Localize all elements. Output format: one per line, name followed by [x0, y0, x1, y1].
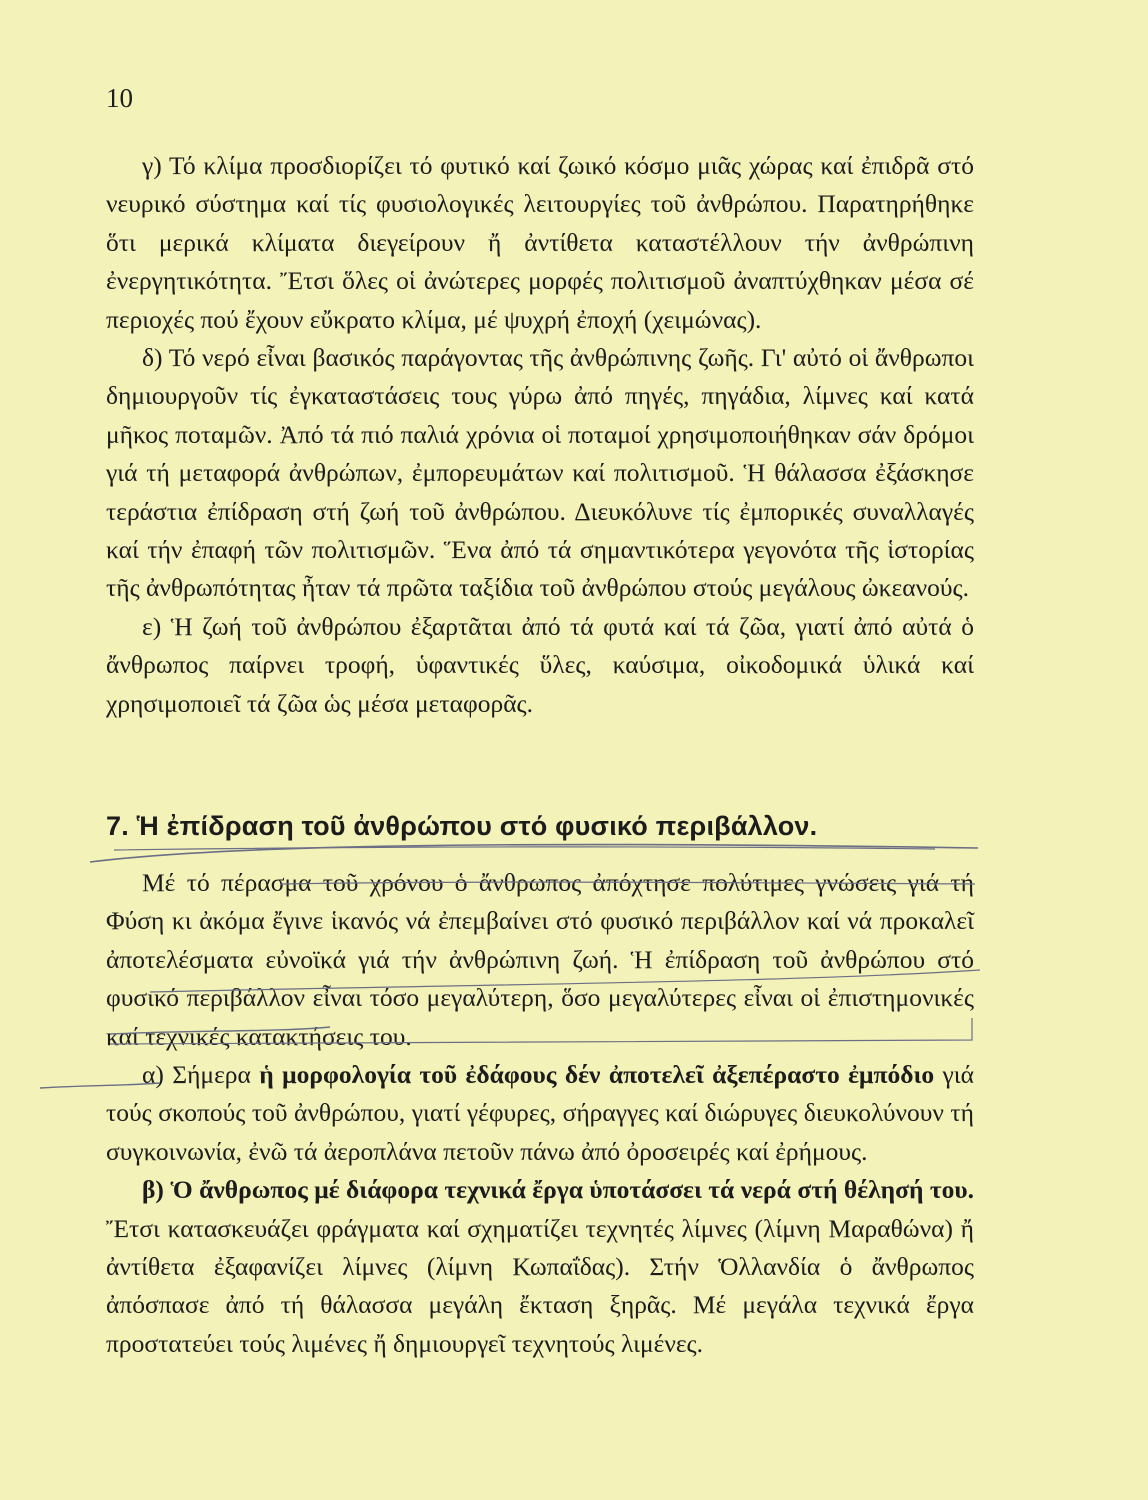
paragraph-water: δ) Τό νερό εἶναι βασικός παράγοντας τῆς ἀνθρώπινης ζωῆς. Γι' αὐτό οἱ ἄνθρωποι δημιουργοῦν τίς ἐγκαταστάσεις τους γύρω ἀπό πηγές, πηγάδια, λίμνες καί κατά μῆκος ποταμῶν. Ἀπό τά πιό παλιά χρόνια οἱ ποταμοί χρησιμοποιήθηκαν σάν δρόμοι γιά τή μεταφορά ἀνθρώπων, ἐμπορευμάτων καί πολιτισμοῦ. Ἡ θάλασσα ἐξάσκησε τεράστια ἐπίδραση στή ζωή τοῦ ἀνθρώπου. Διευκόλυνε τίς ἐμπορικές συναλλαγές καί τήν ἐπαφή τῶν πολιτισμῶν. Ἕνα ἀπό τά σημαντικότερα γεγονότα τῆς ἱστορίας τῆς ἀνθρωπότητας ἦταν τά πρῶτα ταξίδια τοῦ ἀνθρώπου στούς μεγάλους ὠκεανούς. — [106, 343, 974, 603]
paragraph-section-intro: Μέ τό πέρασμα τοῦ χρόνου ὁ ἄνθρωπος ἀπόχτησε πολύτιμες γνώσεις γιά τή Φύση κι ἀκόμα ἔγινε ἱκανός νά ἐπεμβαίνει στό φυσικό περιβάλλον καί νά προκαλεῖ ἀποτελέσματα εὐνοϊκά γιά τήν ἀνθρώπινη ζωή. Ἡ ἐπίδραση τοῦ ἀνθρώπου στό φυσικό περιβάλλον εἶναι τόσο μεγαλύτερη, ὅσο μεγαλύτερες εἶναι οἱ ἐπιστημονικές καί τεχνικές κατακτήσεις του. — [106, 868, 974, 1051]
item-b-rest: Ἔτσι κατασκευάζει φράγματα καί σχηματίζει τεχνητές λίμνες (λίμνη Μαραθώνα) ἤ ἀντίθετα ἐξαφανίζει λίμνες (λίμνη Κωπαΐδας). Στήν Ὁλλανδία ὁ ἄνθρωπος ἀπόσπασε ἀπό τή θάλασσα μεγάλη ἔκταση ξηρᾶς. Μέ μεγάλα τεχνικά ἔργα προστατεύει τούς λιμένες ἤ δημιουργεῖ τεχνητούς λιμένες. — [106, 1213, 974, 1358]
paragraph-climate: γ) Τό κλίμα προσδιορίζει τό φυτικό καί ζωικό κόσμο μιᾶς χώρας καί ἐπιδρᾶ στό νευρικό σύστημα καί τίς φυσιολογικές λειτουργίες τοῦ ἀνθρώπου. Παρατηρήθηκε ὅτι μερικά κλίματα διεγείρουν ἤ ἀντίθετα καταστέλλουν τήν ἀνθρώπινη ἐνεργητικότητα. Ἔτσι ὅλες οἱ ἀνώτερες μορφές πολιτισμοῦ ἀναπτύχθηκαν μέσα σέ περιοχές πού ἔχουν εὔκρατο κλίμα, μέ ψυχρή ἐποχή (χειμώνας). — [106, 151, 974, 334]
item-a-rest: γιά τούς σκοπούς τοῦ ἀνθρώπου, γιατί γέφυρες, σήραγγες καί διώρυγες διευκολύνουν τή συγκοινωνία, ἐνῶ τά ἀεροπλάνα πετοῦν πάνω ἀπό ὀροσειρές καί ἐρήμους. — [106, 1060, 975, 1166]
item-a-label: α) Σήμερα — [142, 1060, 260, 1090]
section-heading: 7. Ἡ ἐπίδραση τοῦ ἀνθρώπου στό φυσικό περιβάλλον. — [106, 811, 818, 841]
page-number: 10 — [106, 83, 133, 113]
paragraph-item-a — [106, 1056, 974, 1171]
paragraph-plants-animals: ε) Ἡ ζωή τοῦ ἀνθρώπου ἐξαρτᾶται ἀπό τά φυτά καί τά ζῶα, γιατί ἀπό αὐτά ὁ ἄνθρωπος παίρνει τροφή, ὑφαντικές ὕλες, καύσιμα, οἰκοδομικά ὑλικά καί χρησιμοποιεῖ τά ζῶα ὡς μέσα μεταφορᾶς. — [106, 611, 974, 718]
text-block-top — [106, 147, 974, 723]
pencil-line-under-heading — [114, 847, 935, 850]
item-a-bold: ἡ μορφολογία τοῦ ἐδάφους δέν ἀποτελεῖ ἀξεπέραστο ἐμπόδιο — [259, 1060, 935, 1090]
text-block-section-7 — [106, 864, 974, 1363]
paragraph-item-b — [106, 1171, 974, 1363]
pencil-underline-heading — [90, 845, 978, 862]
item-b-bold: β) Ὁ ἄνθρωπος μέ διάφορα τεχνικά ἔργα ὑποτάσσει τά νερά στή θέλησή του. — [142, 1175, 974, 1205]
